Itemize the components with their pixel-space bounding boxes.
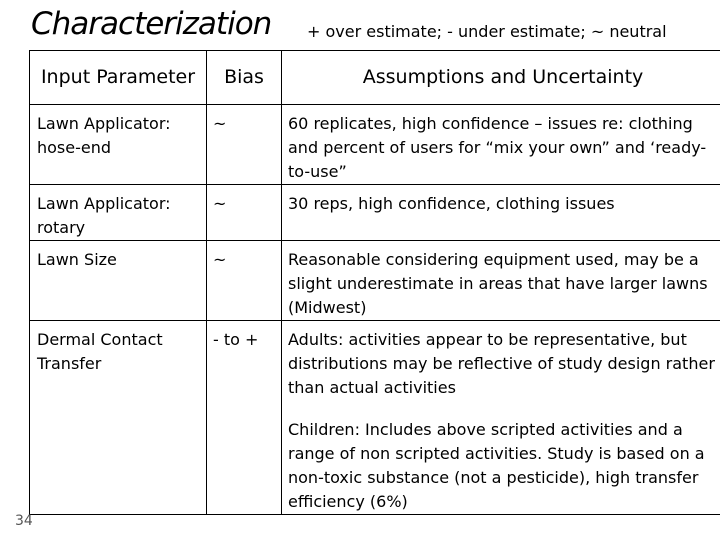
slide-number: 34 — [15, 513, 33, 529]
table-header-row — [30, 51, 720, 105]
bias-cell: ~ — [207, 241, 282, 321]
bias-cell: ~ — [207, 105, 282, 185]
bias-cell: - to + — [207, 321, 282, 515]
table-row — [30, 185, 720, 241]
children-note: Children: Includes above scripted activities and a range of non scripted activities. Study is based on a non-toxic substance (not a pesticide), high transfer efficiency (6%) — [288, 420, 705, 511]
parameter-cell: Lawn Applicator: hose-end — [30, 105, 207, 185]
bias-cell: ~ — [207, 185, 282, 241]
header-input-parameter: Input Parameter — [30, 51, 207, 105]
slide-title: Characterization — [31, 6, 272, 42]
table-row — [30, 321, 720, 515]
notes-cell — [282, 321, 720, 515]
bias-legend: + over estimate; - under estimate; ~ neutral — [307, 22, 667, 41]
table-row — [30, 105, 720, 185]
parameter-cell: Lawn Size — [30, 241, 207, 321]
notes-cell: 30 reps, high confidence, clothing issues — [282, 185, 720, 241]
header-bias: Bias — [207, 51, 282, 105]
notes-cell: Reasonable considering equipment used, may be a slight underestimate in areas that have larger lawns (Midwest) — [282, 241, 720, 321]
parameter-cell: Lawn Applicator: rotary — [30, 185, 207, 241]
table-row — [30, 241, 720, 321]
header-assumptions: Assumptions and Uncertainty — [282, 51, 720, 105]
adults-note: Adults: activities appear to be representative, but distributions may be reflective of study design rather than actual activities — [288, 330, 715, 397]
notes-cell: 60 replicates, high confidence – issues re: clothing and percent of users for “mix your own” and ‘ready-to-use” — [282, 105, 720, 185]
characterization-table — [29, 50, 720, 515]
parameter-cell: Dermal Contact Transfer — [30, 321, 207, 515]
